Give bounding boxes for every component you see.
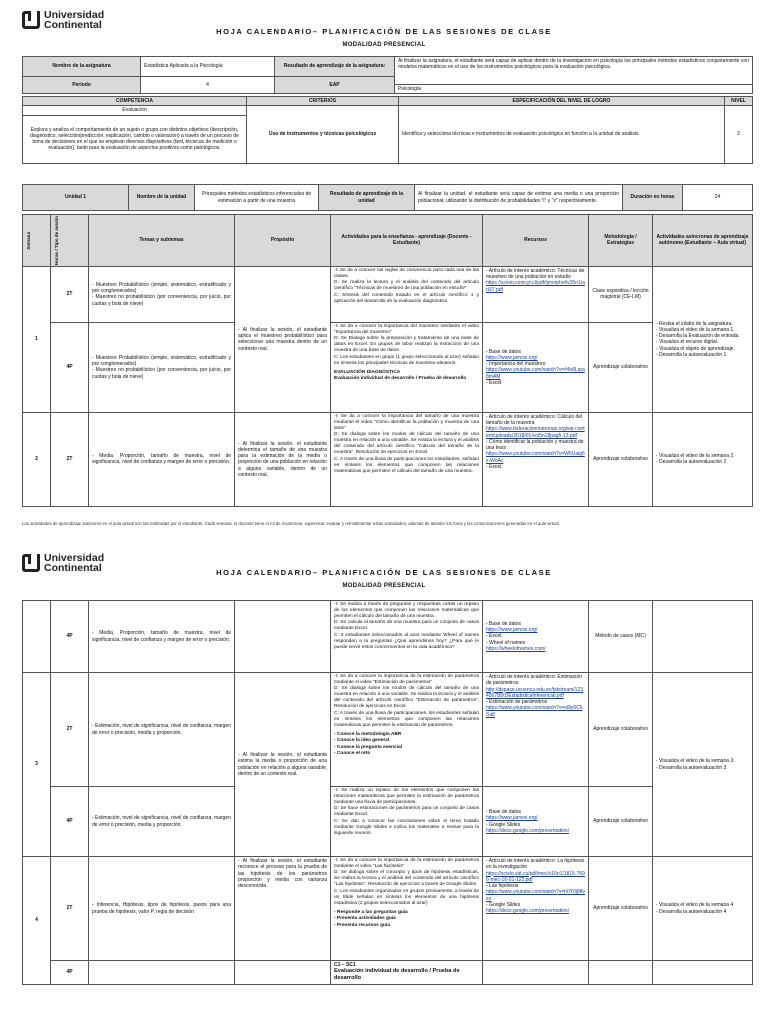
activity-line: -I: Se da a conocer las reglas de convivencia para cada una de las clases. xyxy=(334,267,479,279)
resources-column-header: Recursos xyxy=(483,215,589,267)
topic-item: - Muestreo no probabilístico (por conveniencia, por juicio, por cuotas y bola de nieve) xyxy=(92,367,231,380)
evaluation-title: EVALUACIÓN DIAGNÓSTICA xyxy=(334,369,401,375)
resource-link[interactable]: https://www.jamovi.org/ xyxy=(486,815,538,822)
week-2-session-a-topics: - Media, Proporción, tamaño de muestra, nivel de significancia, nivel de confianza y margen de error o precisión. xyxy=(89,412,235,506)
competency-description: Explora y analiza el comportamiento de un sujeto o grupo con distintos objetivos (descripción, diagnóstico, selección/predicción, explicación, cambio o valoración) a través de un proceso de toma de decisiones en el que se emplean diversos dispositivos (test, técnicas de medición o evaluación), tanto para la evaluación de aspectos positivos como patológicos. xyxy=(23,115,247,163)
resource-item: - Google Slides xyxy=(486,821,521,828)
footer-note: Las actividades de aprendizaje autónomo en el aula virtual son las realizadas por el estudiante. Cada semana, el docente tiene el rol de monitorear, supervisar, evaluar y retroalimentar estas actividades, además de atender los foros y las comunicaciones generadas en el aula virtual. xyxy=(22,521,560,526)
evaluation-code: C1 – SC1 xyxy=(334,962,356,968)
async-item: - Desarrolla la Evaluación de entrada. xyxy=(656,333,740,340)
level-value: 2 xyxy=(725,106,753,163)
week-1-session-a-resources xyxy=(483,266,589,322)
activity-line: D: Se realiza la lectura y el análisis del contenido del artículo científico "Técnicas de muestreo de una población en estudio" xyxy=(334,280,479,292)
resource-link[interactable]: https://www.youtube.com/watch?v=ol8y5C6Sa8 xyxy=(486,705,583,718)
resource-link[interactable]: https://scielo.conicyt.cl/pdf/ijmorphol/v35n1/art37.pdf xyxy=(486,280,585,293)
document-title: HOJA CALENDARIO– PLANIFICACIÓN DE LAS SESIONES DE CLASE xyxy=(216,27,552,36)
resource-link[interactable]: https://www.youtube.com/watch?v=h0Y0j8ffvxo xyxy=(486,889,585,902)
week-3-session-a-activities xyxy=(331,673,483,787)
abr-item: - Conoce la metodología ABR xyxy=(334,731,402,737)
resource-item: - Artículo de interés académico: Cálculo del tamaño de la muestra xyxy=(486,413,583,427)
activity-line: C: A través de una lluvia de participaciones, los estudiantes señalan en síntesis los elementos que componen las relaciones matemáticas que permiten la estimación de parámetros. xyxy=(334,710,479,728)
resource-item: - Excel. xyxy=(486,633,503,640)
logo-line-1: Universidad xyxy=(44,9,105,21)
async-column-header: Actividades asíncronas de aprendizaje autónomo (Estudiante – Aula virtual) xyxy=(653,215,753,267)
activity-line: -I: Se da a conocer la importancia del tamaño de una muestra mediante el video "Cómo identificar la población y muestra de una tesis" xyxy=(334,413,479,431)
resource-link[interactable]: https://docs.google.com/presentation/ xyxy=(486,827,570,834)
async-item: - Visualiza el video de la semana 4 xyxy=(656,902,734,909)
course-info-table xyxy=(22,56,753,94)
resource-link[interactable]: https://www.youtube.com/watch?v=#4x8Ltpa8mAM xyxy=(486,367,585,380)
week-4-session-b-methodology xyxy=(589,961,653,985)
week-4-session-a-hours: 2T xyxy=(51,857,89,961)
activity-line: D: Se calcula el tamaño de una muestra para un conjunto de casos mediante Excel. xyxy=(334,620,479,632)
week-1-purpose: - Al finalizar la sesión, el estudiante aplica el muestreo probabilístico para seleccionar una muestra dentro de un contexto real. xyxy=(235,266,331,412)
week-2-session-a-resources xyxy=(483,412,589,506)
methodology-column-header: Metodología / Estrategias xyxy=(589,215,653,267)
resource-link[interactable]: https://www.jamovi.org/ xyxy=(486,354,538,361)
week-1-session-b-hours: 4P xyxy=(51,322,89,412)
page-2 xyxy=(0,545,768,1024)
week-3-session-b-methodology: Aprendizaje colaborativo xyxy=(589,787,653,857)
week-2-continued-cell xyxy=(23,601,51,673)
week-2-session-b-purpose xyxy=(235,601,331,673)
resource-item: - Importancia del muestreo xyxy=(486,361,546,368)
activity-line: C: A través de una lluvia de participaciones los estudiantes, señalan en síntesis los elementos que componen las relaciones matemáticas que permiten el cálculo del tamaño de una muestra. xyxy=(334,456,479,474)
activity-line: C: Síntesis del contenido tratado en el artículo científico 1 y aplicación del desarrollo de la evaluación diagnóstica xyxy=(334,292,479,304)
week-2-session-b-activities xyxy=(331,601,483,673)
unit-outcome-label: Resultado de aprendizaje de la unidad xyxy=(319,185,415,211)
unit-outcome-value: Al finalizar la unidad, el estudiante será capaz de estimar una media o una proporción poblacional; utilizando la distribución de probabilidades "t" y "z" respectivamente. xyxy=(415,185,623,211)
abr-item: - Conoce la pregunta esencial xyxy=(334,744,402,750)
period-value: 4 xyxy=(141,77,275,94)
async-item: - Desarrolla la autoevaluación 3 xyxy=(656,764,727,771)
week-4-async-activities xyxy=(653,857,753,961)
week-column-header: Semana xyxy=(23,215,51,267)
activity-line: D: Se dialoga sobre el concepto y tipos de hipótesis estadísticas. Se realiza la lectura y el análisis del contenido del artículo científico "Las hipótesis". Resolución de ejercicios a través de Google Slides. xyxy=(334,870,479,888)
week-3-session-b-hours: 4P xyxy=(51,787,89,857)
week-2-session-a-methodology: Aprendizaje colaborativo xyxy=(589,412,653,506)
hours-column-header: Horas / Tipo de sesión xyxy=(51,215,89,267)
course-name-label: Nombre de la asignatura xyxy=(23,57,141,77)
duration-value: 24 xyxy=(683,185,753,211)
async-item: - Visualiza el video de la semana 1. xyxy=(656,326,735,333)
week-1-session-a-methodology: Clase expositiva / lección magistral (CE-LM) xyxy=(589,266,653,322)
week-4-session-a-activities xyxy=(331,857,483,961)
async-item: - Visualiza el video de la semana 2. xyxy=(656,453,735,460)
unit-name-value: Principales métodos estadísticos inferenciales de estimación a partir de una muestra xyxy=(195,185,319,211)
unit-table xyxy=(22,184,753,211)
week-1-async-activities xyxy=(653,266,753,412)
resource-link[interactable]: https://scielo.sld.cu/pdf/mec/v16n1/1815-7696-mec-16-01-122.pdf xyxy=(486,870,585,883)
activity-line: -I: Se da a conocer la importancia de la estimación de parámetros mediante el video "Estimación de parámetros" xyxy=(334,674,479,685)
eap-value: Psicología xyxy=(395,85,753,94)
unit-label: Unidad 1 xyxy=(23,185,129,211)
purpose-column-header: Propósito xyxy=(235,215,331,267)
resource-link[interactable]: https://www.youtube.com/watch?v=W6Ualg6s-WoAc xyxy=(486,451,585,464)
topic-item: - Muestreo no probabilístico (por conveniencia, por juicio, por cuotas y bola de nieve) xyxy=(92,294,231,307)
async-item: - Revisa el sílabo de la asignatura. xyxy=(656,320,733,327)
week-4-session-a-resources xyxy=(483,857,589,961)
week-3-session-a-resources xyxy=(483,673,589,787)
resource-item: - Artículo de interés académico: Estimación de parámetros xyxy=(486,674,582,687)
activities-column-header: Actividades para la enseñanza - aprendizaje (Docente - Estudiante) xyxy=(331,215,483,267)
activity-line: C: Los estudiantes organizados en grupos previamente, a través de un Slide señalan en síntesis los elementos de una hipótesis estadística (2 grupos seleccionados al azar) xyxy=(334,888,479,906)
async-item: - Desarrolla la autoevaluación 1 xyxy=(656,351,727,358)
week-3-session-b-topics: - Estimación, nivel de significancia, nivel de confianza, margen de error o precisión, media y proporción. xyxy=(89,787,235,857)
competency-table xyxy=(22,96,753,164)
abr-item: - Conoce el reto xyxy=(334,751,371,757)
activity-line: C: Los estudiantes en grupo (1 grupo seleccionado al azar) señalan en síntesis los principales técnicas de muestreo aleatorio. xyxy=(334,354,479,366)
guide-item: - Presenta actividades guía xyxy=(334,916,396,922)
week-3-purpose: - Al finalizar la sesión, el estudiante estima la media o proporción de una población en relación a alguna variable, dentro de un contexto real. xyxy=(235,673,331,857)
guide-item: - Responde a las preguntas guía xyxy=(334,909,408,915)
week-3-session-b-resources xyxy=(483,787,589,857)
week-4-session-b-hours: 4P xyxy=(51,961,89,985)
activity-line: -I: Se da a conocer la importancia de la estimación de parámetros mediante el video "Las hipótesis" xyxy=(334,858,479,869)
guide-item: - Presenta recursos guía xyxy=(334,922,390,928)
evaluation-title: Evaluación individual de desarrollo / Prueba de desarrollo xyxy=(334,968,460,982)
topics-column-header: Temas y subtemas xyxy=(89,215,235,267)
schedule-table-page-1 xyxy=(22,214,753,507)
week-1-session-a-activities xyxy=(331,266,483,322)
logo-line-1: Universidad xyxy=(44,552,105,564)
week-1-session-a-topics xyxy=(89,266,235,322)
document-title: HOJA CALENDARIO– PLANIFICACIÓN DE LAS SESIONES DE CLASE xyxy=(216,568,552,577)
resource-item: - Excel. xyxy=(486,463,503,470)
resource-item: - Base de datos xyxy=(486,620,522,627)
resource-link[interactable]: http://dspace.ucuenca.edu.ec/bitstream/123456789/1/EstadisticaInferencial.pdf xyxy=(486,686,584,699)
topic-item: - Muestreo Probabilístico (simple, sistemático, estratificado y por conglomerados) xyxy=(92,354,231,368)
week-4-session-b-topics xyxy=(89,961,235,985)
activity-line: D: Se Dialoga sobre la preparación y tratamiento de una base de datos en Excel. En grupos de labor realizan la extracción de una muestra de una base de datos. xyxy=(334,336,479,354)
resource-link[interactable]: https://wheelofnames.com/ xyxy=(486,645,546,652)
resource-item: - Artículo de interés académico: La hipótesis en la investigación xyxy=(486,858,585,871)
async-item: - Desarrolla la autoevaluación 2 xyxy=(656,459,727,466)
week-3-async-activities xyxy=(653,673,753,857)
week-2-session-b-hours: 4P xyxy=(51,601,89,673)
resource-link[interactable]: https://docs.google.com/presentation/ xyxy=(486,908,570,914)
week-3-number: 3 xyxy=(23,673,51,857)
specification-header: ESPECIFICACIÓN DEL NIVEL DE LOGRO xyxy=(399,97,725,106)
week-3-session-a-topics: - Estimación, nivel de significancia, nivel de confianza, margen de error o precisión, media y proporción. xyxy=(89,673,235,787)
async-item: - Desarrolla la autoevaluación 4 xyxy=(656,908,727,915)
week-4-session-b-activities xyxy=(331,961,483,985)
resource-item: - Cómo identificar la población y muestra de una tesis xyxy=(486,438,584,452)
criteria-value: Uso de instrumentos y técnicas psicológicos xyxy=(247,106,399,163)
resource-link[interactable]: https://www.jamovi.org/ xyxy=(486,627,538,634)
resource-item: - Estimación de parámetros xyxy=(486,699,548,705)
course-outcome-label: Resultado de aprendizaje de la asignatura: xyxy=(275,57,395,77)
eap-label: EAP xyxy=(275,77,395,94)
week-3-session-b-activities xyxy=(331,787,483,857)
week-3-session-a-hours: 2T xyxy=(51,673,89,787)
competency-header: COMPETENCIA xyxy=(23,97,247,106)
week-4-session-b-purpose xyxy=(235,961,331,985)
document-subtitle: MODALIDAD PRESENCIAL xyxy=(342,42,426,48)
week-2-session-b-methodology: Método de casos (MC) xyxy=(589,601,653,673)
unit-name-label: Nombre de la unidad xyxy=(129,185,195,211)
week-1-number: 1 xyxy=(23,266,51,412)
duration-label: Duración en horas xyxy=(623,185,683,211)
week-1-session-b-methodology: Aprendizaje colaborativo xyxy=(589,322,653,412)
evaluation-subtitle: Evaluación individual de desarrollo / Prueba de desarrollo xyxy=(334,376,467,382)
week-4-session-b-async xyxy=(653,961,753,985)
abr-item: - Conoce la idea general xyxy=(334,738,390,744)
resource-item: - Base de datos xyxy=(486,809,522,815)
week-3-session-a-methodology: Aprendizaje colaborativo xyxy=(589,673,653,787)
activity-line: C: 3 estudiantes seleccionados al azar mediante Wheel of names responden a la preguntas ¿Qué aprendimos hoy? ¿Para qué le puede servir estos conocimientos en tu vida académica? xyxy=(334,632,479,650)
week-2-session-b-async xyxy=(653,601,753,673)
activity-line: C: Se dan a conocer las conclusiones sobre el tema tratado mediante Google Slides e indica los materiales a revisar para la siguiente reunión. xyxy=(334,818,479,836)
competency-name: Evaluación xyxy=(23,106,247,115)
week-2-purpose: - Al finalizar la sesión, el estudiante determina el tamaño de una muestra para la estimación de la media o proporción de una población en relación a alguna variable, dentro de un contexto real. xyxy=(235,412,331,506)
async-item: - Visualiza el video de la semana 3. xyxy=(656,758,735,765)
async-item: - Visualiza el objeto de aprendizaje. xyxy=(656,345,735,352)
level-header: NIVEL xyxy=(725,97,753,106)
resource-item: - Excel. xyxy=(486,379,503,386)
resource-item: - Artículo de interés académico: Técnicas de muestreo de una población en estudio xyxy=(486,267,585,281)
week-4-purpose: - Al finalizar la sesión, el estudiante reconoce el proceso para la prueba de las hipótesis de los parámetros proporción y media con varianza desconocida. xyxy=(235,857,331,961)
week-4-session-a-topics: - Inferencia, Hipótesis, tipos de hipótesis, pasos para una prueba de hipótesis, valor P, regla de decisión xyxy=(89,857,235,961)
resource-link[interactable]: https://www.federacionmatronas.org/wp-content/uploads/2018/01/vol5n18pag5-13.pdf xyxy=(486,426,585,439)
week-1-session-b-activities xyxy=(331,322,483,412)
activity-line: -I: Se da a conocer la importancia del muestreo mediante el video "Importancia del muestreo" xyxy=(334,323,479,335)
week-1-session-a-hours: 2T xyxy=(51,266,89,322)
course-outcome-value: Al finalizar la asignatura, el estudiante será capaz de aplicar dentro de la investigación en psicología los principales métodos estadísticos conjuntamente con modelos matemáticos en el uso de los instrumentos psicológicos para la evaluación psicológica. xyxy=(395,57,753,85)
resource-item: - Las hipótesis xyxy=(486,883,519,889)
week-2-session-a-hours: 2T xyxy=(51,412,89,506)
logo-line-2: Continental xyxy=(44,19,102,31)
week-2-session-b-topics: - Media, Proporción, tamaño de muestra, nivel de significancia, nivel de confianza y margen de error o precisión. xyxy=(89,601,235,673)
week-1-session-b-resources xyxy=(483,322,589,412)
resource-item: - Wheel of names xyxy=(486,639,526,646)
week-4-number: 4 xyxy=(23,857,51,985)
activity-line: D: Se dialoga sobre los modos de cálculo del tamaño de una muestra en relación a una variable. Se realiza la lectura y el análisis del contenido del artículo científico "Estimación de parámetros". Resolución de ejercicios en Excel. xyxy=(334,686,479,710)
activity-line: D: Se hace estimaciones de parámetros para un conjunto de casos mediante Excel. xyxy=(334,806,479,818)
document-subtitle: MODALIDAD PRESENCIAL xyxy=(342,583,426,589)
week-4-session-b-resources xyxy=(483,961,589,985)
activity-line: -I: Se realiza un repaso de los elementos que componen las relaciones matemáticas que permiten la estimación de parámetros mediante una lluvia de participaciones. xyxy=(334,788,479,805)
week-2-number: 2 xyxy=(23,412,51,506)
period-label: Periodo xyxy=(23,77,141,94)
activity-line: D: Se dialoga sobre los modos de cálculo del tamaño de una muestra en relación a una variable. Se realiza la lectura y el análisis del contenido del artículo científico "Cálculo del tamaño de la muestra". Resolución de ejercicios en Excel. xyxy=(334,432,479,456)
async-item: - Visualiza el recurso digital. xyxy=(656,339,719,346)
week-2-session-b-resources xyxy=(483,601,589,673)
specification-value: Identifica y selecciona técnicas e instrumentos de evaluación psicológica en función a la unidad de análisis. xyxy=(399,106,725,163)
logo-line-2: Continental xyxy=(44,562,102,574)
schedule-table-page-2 xyxy=(22,600,753,985)
week-4-session-a-methodology: Aprendizaje colaborativo xyxy=(589,857,653,961)
activity-line: -I: Se realiza a través de preguntas y respuestas cortas un repaso de los elementos que componen las relaciones matemáticas que permiten el cálculo del tamaño de una muestra. xyxy=(334,602,479,619)
criteria-header: CRITERIOS xyxy=(247,97,399,106)
resource-item: - Google Slides xyxy=(486,901,521,908)
week-2-async-activities xyxy=(653,412,753,506)
resource-item: - Base de datos xyxy=(486,348,522,355)
week-2-session-a-activities xyxy=(331,412,483,506)
course-name-value: Estadística Aplicada a la Psicología xyxy=(141,57,275,77)
week-1-session-b-topics xyxy=(89,322,235,412)
topic-item: - Muestreo Probabilístico (simple, sistemático, estratificado y por conglomerados) xyxy=(92,281,231,295)
